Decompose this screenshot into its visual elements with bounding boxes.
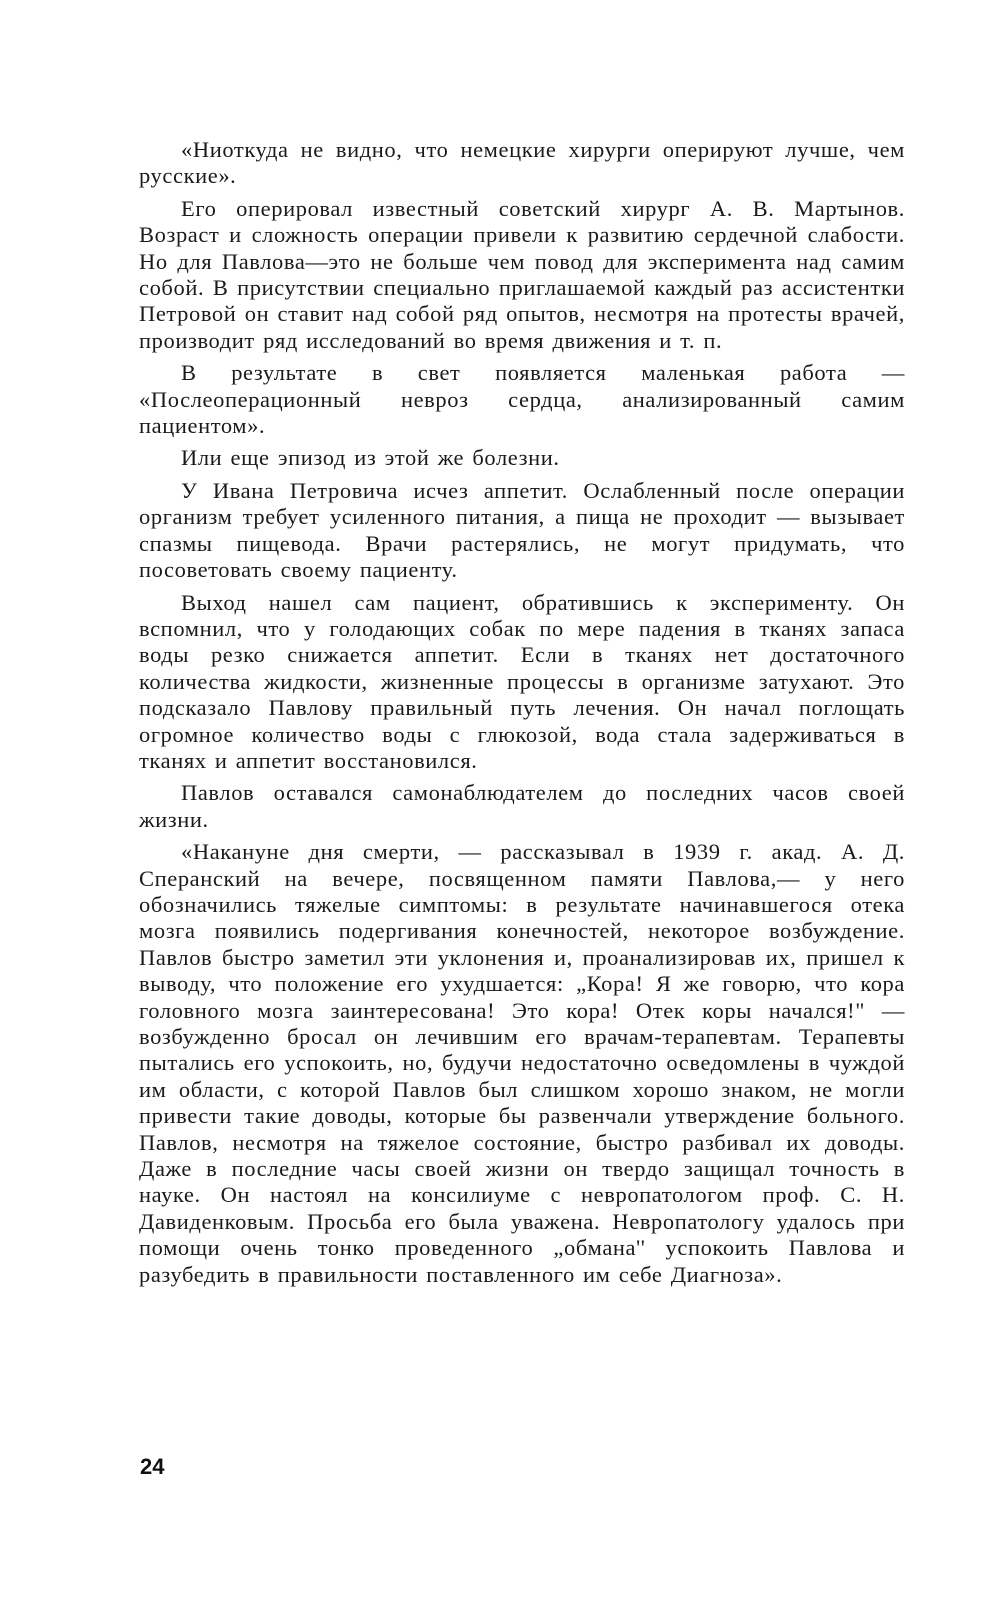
page-number: 24 — [140, 1454, 165, 1479]
paragraph: У Ивана Петровича исчез аппетит. Ослабленный после операции организм требует усиленного питания, а пища не проходит — вызывает спазмы пищевода. Врачи растерялись, не могут придумать, что посоветовать своему пациенту. — [139, 477, 905, 583]
paragraph: В результате в свет появляется маленькая работа — «Послеоперационный невроз сердца, анализированный самим пациентом». — [139, 360, 905, 439]
paragraph: Павлов оставался самонаблюдателем до последних часов своей жизни. — [139, 780, 905, 832]
paragraph: Или еще эпизод из этой же болезни. — [181, 445, 560, 471]
paragraph: Его оперировал известный советский хирург А. В. Мартынов. Возраст и сложность операции привели к развитию сердечной слабости. Но для Павлова—это не больше чем повод для эксперимента над самим собой. В присутствии специально приглашаемой каждый раз ассистентки Петровой он ставит над собой ряд опытов, несмотря на протесты врачей, производит ряд исследований во время движения и т. п. — [139, 195, 905, 353]
paragraph: «Накануне дня смерти, — рассказывал в 1939 г. акад. А. Д. Сперанский на вечере, посвященном памяти Павлова,— у него обозначились тяжелые симптомы: в результате начинавшегося отека мозга появились подергивания конечностей, некоторое возбуждение. Павлов быстро заметил эти уклонения и, проанализировав их, пришел к выводу, что положение его ухудшается: „Кора! Я же говорю, что кора головного мозга заинтересована! Это кора! Отек коры начался!" — возбужденно бросал он лечившим его врачам-терапевтам. Терапевты пытались его успокоить, но, будучи недостаточно осведомлены в чуждой им области, с которой Павлов был слишком хорошо знаком, не могли привести такие доводы, которые бы развенчали утверждение больного. Павлов, несмотря на тяжелое состояние, быстро разбивал их доводы. Даже в последние часы своей жизни он твердо защищал точность в науке. Он настоял на консилиуме с невропатологом проф. С. Н. Давиденковым. Просьба его была уважена. Невропатологу удалось при помощи очень тонко проведенного „обмана'' успокоить Павлова и разубедить в правильности поставленного им себе Диагноза». — [139, 839, 905, 1287]
paragraph: «Ниоткуда не видно, что немецкие хирурги оперируют лучше, чем русские». — [139, 137, 905, 189]
page-body — [139, 137, 905, 1294]
paragraph: Выход нашел сам пациент, обратившись к эксперименту. Он вспомнил, что у голодающих собак по мере падения в тканях запаса воды резко снижается аппетит. Если в тканях нет достаточного количества жидкости, жизненные процессы в организме затухают. Это подсказало Павлову правильный путь лечения. Он начал поглощать огромное количество воды с глюкозой, вода стала задерживаться в тканях и аппетит восстановился. — [139, 589, 905, 773]
